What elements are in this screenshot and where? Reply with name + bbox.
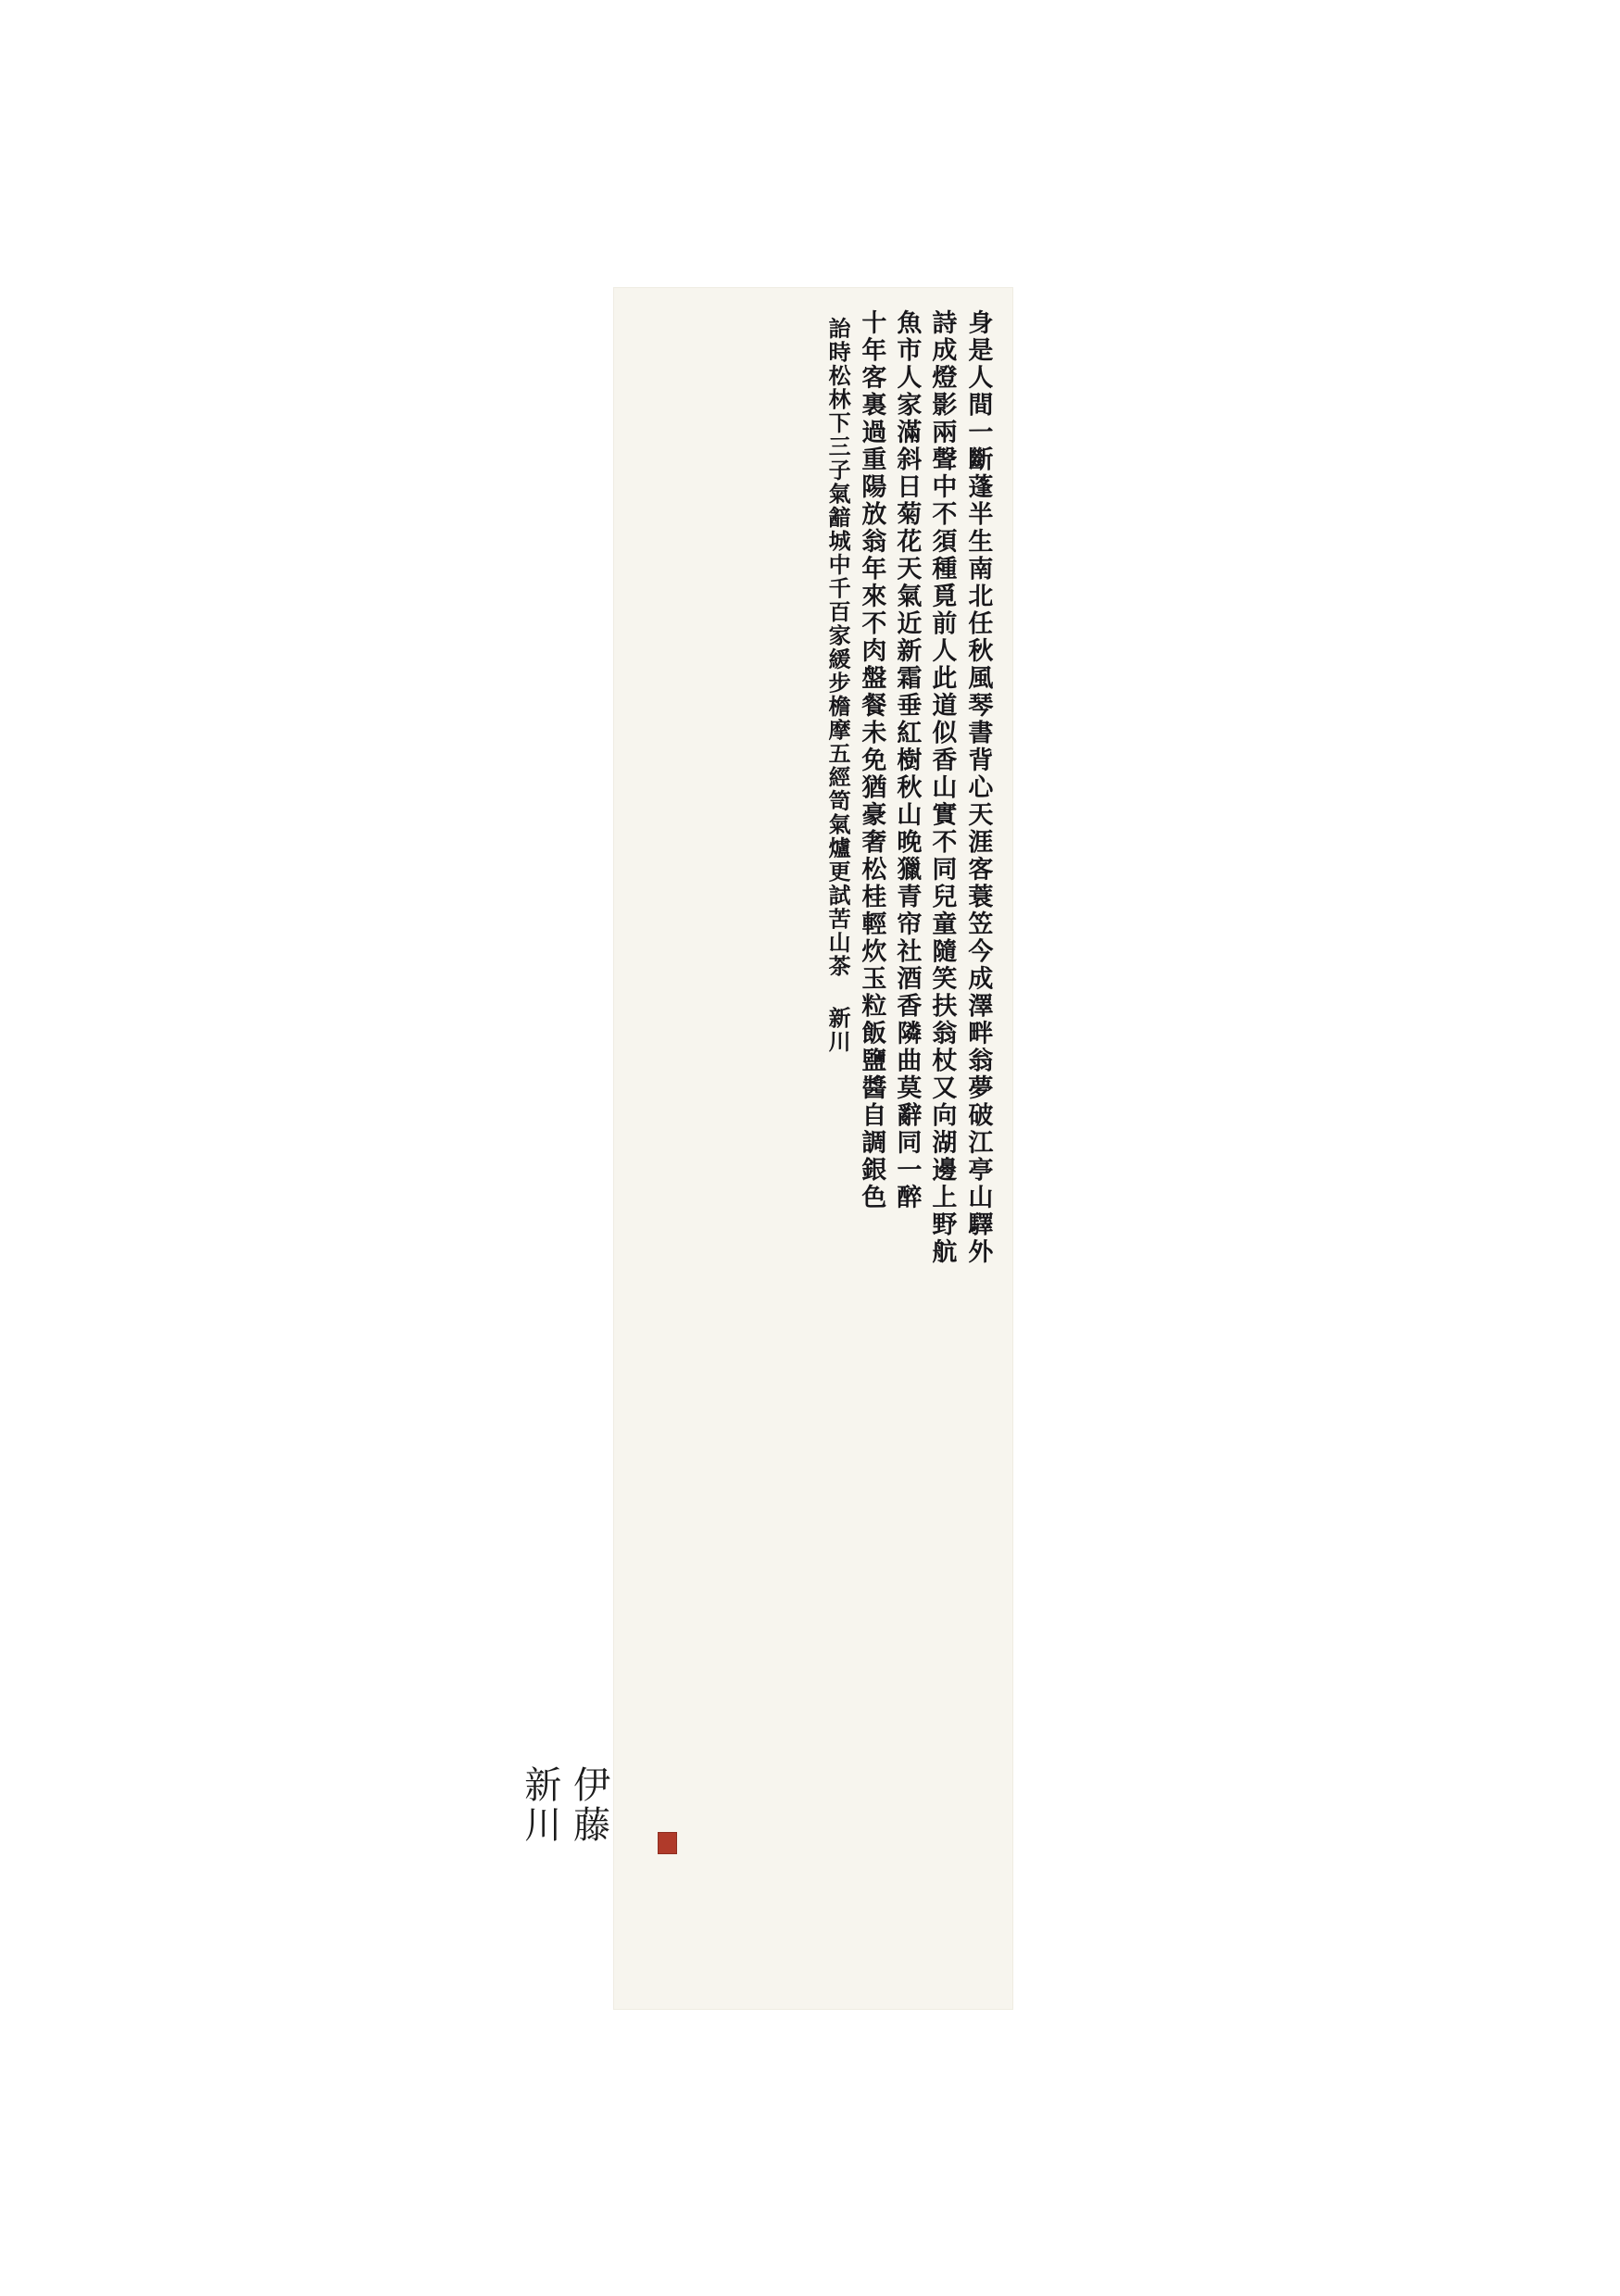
calligraphy-columns bbox=[613, 287, 1013, 2010]
artist-name-surname: 伊藤 bbox=[567, 1765, 610, 1845]
calligraphy-column-2: 詩成燈影兩聲中不須種覓前人此道似香山實不同兒童隨笑扶翁杖又向湖邊上野航 bbox=[927, 308, 957, 1266]
calligraphy-column-4: 十年客裏過重陽放翁年來不肉盤餐未免猶豪奢松桂輕炊玉粒飯鹽醬自調銀色 bbox=[857, 308, 886, 1211]
calligraphy-column-3: 魚市人家滿斜日菊花天氣近新霜垂紅樹秋山晚獵青帘社酒香隣曲莫辭同一醉 bbox=[892, 308, 922, 1211]
artist-name-given: 新川 bbox=[518, 1765, 561, 1845]
calligraphy-scroll-panel bbox=[613, 287, 1013, 2010]
calligraphy-column-5: 詒時松林下三子氣韽城中千百家緩步檐摩五經笥氣爐更試苦山茶 新川 bbox=[823, 316, 851, 1054]
artist-seal-icon bbox=[658, 1832, 677, 1854]
artist-name bbox=[515, 1765, 613, 1960]
calligraphy-column-1: 身是人間一斷蓬半生南北任秋風琴書背心天涯客蓑笠今成澤畔翁夢破江亭山驛外 bbox=[963, 308, 992, 1266]
